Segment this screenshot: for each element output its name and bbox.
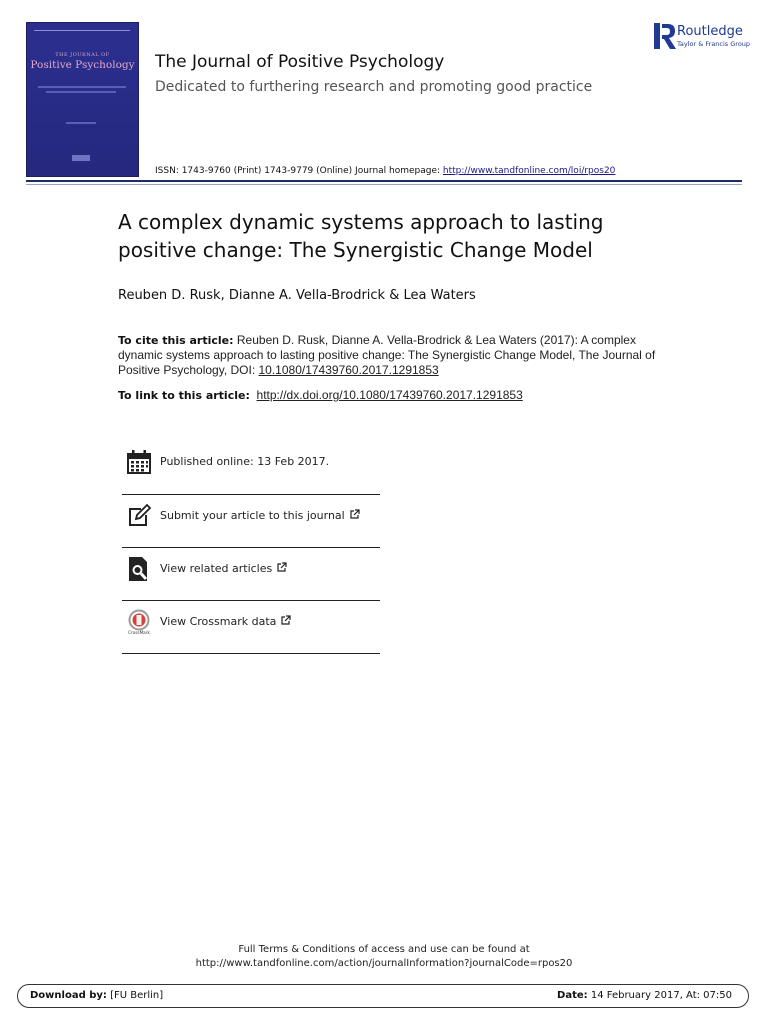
article-title: A complex dynamic systems approach to lasting positive change: The Synergistic Change Model	[118, 210, 604, 262]
terms-notice	[0, 943, 768, 971]
crossmark-label: View Crossmark data	[160, 615, 277, 628]
download-label: Download by:	[30, 990, 107, 1001]
edit-icon	[126, 503, 152, 529]
date-value: 14 February 2017, At: 07:50	[587, 990, 732, 1001]
article-authors: Reuben D. Rusk, Dianne A. Vella-Brodrick & Lea Waters	[118, 288, 476, 303]
journal-cover-image	[26, 22, 139, 177]
citation-block	[118, 333, 658, 378]
terms-url[interactable]: http://www.tandfonline.com/action/journalInformation?journalCode=rpos20	[195, 958, 573, 969]
article-link-line	[118, 388, 523, 402]
terms-line-1: Full Terms & Conditions of access and use can be found at	[238, 944, 530, 955]
action-divider	[122, 653, 380, 654]
cite-doi-link[interactable]: 10.1080/17439760.2017.1291853	[258, 363, 439, 377]
submit-article-label: Submit your article to this journal	[160, 509, 345, 522]
external-link-icon	[349, 509, 360, 520]
published-online-text: Published online: 13 Feb 2017.	[160, 455, 330, 468]
published-online-item	[122, 437, 380, 489]
article-doi-link[interactable]: http://dx.doi.org/10.1080/17439760.2017.1291853	[256, 388, 523, 402]
crossmark-icon	[126, 609, 152, 635]
journal-title: The Journal of Positive Psychology	[155, 52, 445, 72]
journal-subtitle: Dedicated to furthering research and promoting good practice	[155, 79, 593, 95]
download-info-bar	[17, 984, 749, 1008]
cover-title: Positive Psychology	[30, 59, 135, 71]
related-articles-link[interactable]	[122, 544, 380, 596]
calendar-icon	[126, 449, 152, 475]
header-divider	[26, 180, 742, 182]
external-link-icon	[276, 562, 287, 573]
download-value: [FU Berlin]	[106, 990, 164, 1001]
issn-text: ISSN: 1743-9760 (Print) 1743-9779 (Online) Journal homepage:	[155, 166, 443, 176]
publisher-tagline: Taylor & Francis Group	[677, 40, 751, 48]
cite-text: Reuben D. Rusk, Dianne A. Vella-Brodrick & Lea Waters (2017): A complex dynamic systems approach to lasting positive change: The Synergistic Change Model, The Journal of Positive Psychology, DOI:	[118, 333, 656, 377]
issn-line	[155, 166, 615, 176]
crossmark-caption: CrossMark	[128, 630, 150, 635]
header-divider-thin	[26, 184, 742, 185]
crossmark-link[interactable]	[122, 597, 380, 649]
search-document-icon	[126, 556, 152, 582]
cover-small-text: THE JOURNAL OF	[55, 52, 110, 58]
journal-homepage-link[interactable]: http://www.tandfonline.com/loi/rpos20	[442, 166, 616, 176]
submit-article-link[interactable]	[122, 491, 380, 543]
external-link-icon	[280, 615, 291, 626]
routledge-logo-icon	[653, 22, 677, 50]
related-articles-label: View related articles	[160, 562, 273, 575]
publisher-name: Routledge	[677, 24, 743, 39]
cite-label: To cite this article:	[118, 334, 234, 347]
link-label: To link to this article:	[118, 389, 250, 402]
date-label: Date:	[557, 990, 588, 1001]
